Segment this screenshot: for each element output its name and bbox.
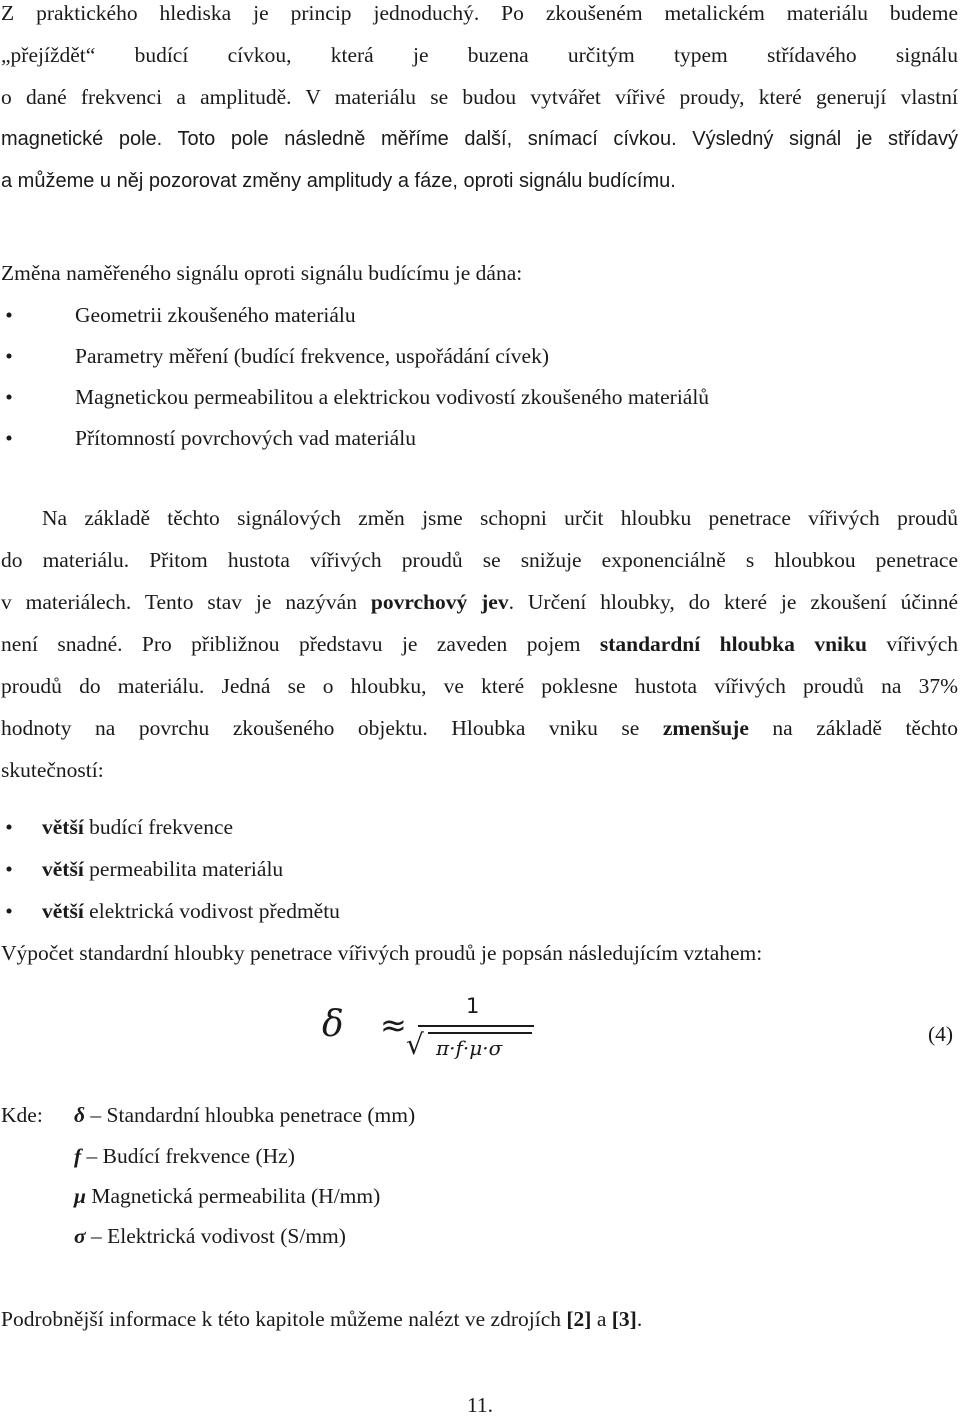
paragraph-line (1, 707, 958, 749)
list-item-text: větší budící frekvence (42, 815, 234, 839)
text-run: není snadné. Pro přibližnou představu je zaveden pojem (1, 632, 600, 656)
bullet-icon: • (5, 899, 13, 923)
paragraph-line: proudů do materiálu. Jedná se o hloubku, ve které poklesne hustota vířivých proudů na 37% (1, 674, 958, 698)
legend-label: Kde: (1, 1103, 43, 1127)
legend-item: δ – Standardní hloubka penetrace (mm) (74, 1103, 416, 1127)
list-item-text: větší permeabilita materiálu (42, 857, 284, 881)
text-run: hodnoty na povrchu zkoušeného objektu. Hloubka vniku se (1, 716, 663, 740)
approx-symbol: ≈ (380, 1006, 407, 1044)
intro-line: a můžeme u něj pozorovat změny amplitudy a fáze, oproti signálu budícímu. (1, 170, 676, 192)
list-item (1, 335, 958, 377)
text-run: v materiálech. Tento stav je nazýván (1, 590, 371, 614)
list-item (1, 848, 958, 890)
paragraph-line (1, 581, 958, 623)
formula-denominator: π·f·μ·σ (436, 1036, 503, 1060)
bullet-icon: • (5, 303, 13, 327)
formula-delta: δ (322, 1004, 344, 1045)
fraction-bar (418, 1025, 534, 1027)
intro-line: „přejíždět“ budící cívkou, která je buzena určitým typem střídavého signálu (1, 43, 958, 67)
paragraph-line: Na základě těchto signálových změn jsme schopni určit hloubku penetrace vířivých proudů (42, 506, 958, 530)
text-run: vířivých (866, 632, 958, 656)
term-standard-depth: standardní hloubka vniku (599, 632, 867, 656)
bullet-icon: • (5, 857, 13, 881)
term-decreases: zmenšuje (662, 716, 749, 740)
equation-number: (4) (928, 1022, 954, 1046)
list-item (1, 376, 958, 418)
legend-item: f – Budící frekvence (Hz) (74, 1144, 295, 1168)
bullet-icon: • (5, 344, 13, 368)
list-item (1, 417, 958, 459)
legend-item: μ Magnetická permeabilita (H/mm) (74, 1184, 381, 1208)
term-surface-effect: povrchový jev (370, 590, 509, 614)
bullet-icon: • (5, 815, 13, 839)
formula-intro: Výpočet standardní hloubky penetrace vířivých proudů je popsán následujícím vztahem: (1, 941, 763, 965)
bullet-icon: • (5, 385, 13, 409)
text-run: . Určení hloubky, do které je zkoušení účinné (508, 590, 958, 614)
list-item-text: Přítomností povrchových vad materiálu (75, 426, 416, 450)
reference-link[interactable]: [3] (611, 1307, 637, 1331)
list-item-text: větší elektrická vodivost předmětu (42, 899, 340, 923)
paragraph-line: do materiálu. Přitom hustota vířivých proudů se snižuje exponenciálně s hloubkou penetrace (1, 548, 958, 572)
intro-line: Z praktického hlediska je princip jednoduchý. Po zkoušeném metalickém materiálu budeme (1, 1, 958, 25)
list-item (1, 806, 958, 848)
intro-line: magnetické pole. Toto pole následně měříme další, snímací cívkou. Výsledný signál je střídavý (1, 128, 958, 150)
paragraph-line (1, 623, 958, 665)
list-item-text: Magnetickou permeabilitou a elektrickou vodivostí zkoušeného materiálů (75, 385, 710, 409)
formula-numerator: 1 (466, 994, 480, 1018)
legend-item: σ – Elektrická vodivost (S/mm) (74, 1224, 346, 1248)
paragraph-line: skutečností: (1, 758, 104, 782)
list-item (1, 890, 958, 932)
sqrt-icon: √ (406, 1028, 424, 1061)
list-item (1, 294, 958, 336)
list-item-text: Geometrii zkoušeného materiálu (75, 303, 356, 327)
reference-link[interactable]: [2] (566, 1307, 592, 1331)
formula (0, 990, 960, 1070)
radical-bar (428, 1032, 532, 1034)
intro-line: o dané frekvenci a amplitudě. V materiálu se budou vytvářet vířivé proudy, které generují vlastní (1, 85, 958, 109)
factors-heading: Změna naměřeného signálu oproti signálu budícímu je dána: (1, 261, 523, 285)
text-run: na základě těchto (748, 716, 958, 740)
references-line: Podrobnější informace k této kapitole můžeme nalézt ve zdrojích [2] a [3]. (1, 1307, 643, 1331)
list-item-text: Parametry měření (budící frekvence, uspořádání cívek) (75, 344, 549, 368)
page-number: 11. (466, 1393, 494, 1417)
bullet-icon: • (5, 426, 13, 450)
